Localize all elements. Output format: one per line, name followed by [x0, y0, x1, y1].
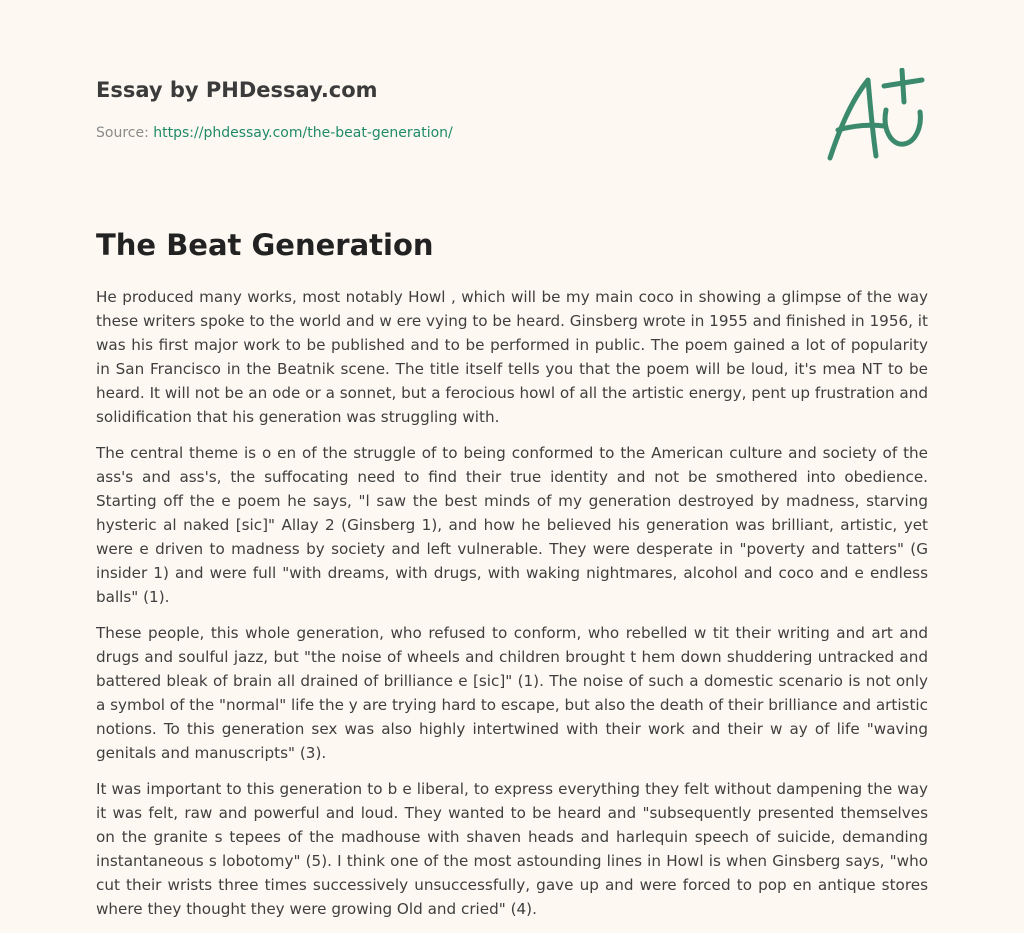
essay-paragraph: The central theme is o en of the struggle of to being conformed to the American culture and society of the ass's and ass's, the suffocating need to find their true identity and not be smothered into obedience. Starting off the e poem he says, "l saw the best minds of my generation destroyed by madness, starving hysteric al naked [sic]" Allay 2 (Ginsberg 1), and how he believed his generation was brilliant, artistic, yet were e driven to madness by society and left vulnerable. They were desperate in "poverty and tatters" (G insider 1) and were full "with dreams, with drugs, with waking nightmares, alcohol and coco and e endless balls" (1).: [96, 444, 928, 606]
source-line: [96, 123, 796, 143]
essay-paragraph: He produced many works, most notably Howl , which will be my main coco in showing a glimpse of the way these writers spoke to the world and w ere vying to be heard. Ginsberg wrote in 1955 and finished in 1956, it was his first major work to be published and to be performed in public. The poem gained a lot of popularity in San Francisco in the Beatnik scene. The title itself tells you that the poem will be loud, it's mea NT to be heard. It will not be an ode or a sonnet, but a ferocious howl of all the artistic energy, pent up frustration and solidification that his generation was struggling with.: [96, 288, 928, 426]
site-header: [96, 76, 796, 143]
essay-paragraph: These people, this whole generation, who refused to conform, who rebelled w tit their writing and art and drugs and soulful jazz, but "the noise of wheels and children brought t hem down shuddering untracked and battered bleak of brain all drained of brilliance e [sic]" (1). The noise of such a domestic scenario is not only a symbol of the "normal" life the y are trying hard to escape, but also the death of their brilliance and artistic notions. To this generation sex was also highly intertwined with their work and their w ay of life "waving genitals and manuscripts" (3).: [96, 624, 928, 762]
source-label: Source:: [96, 125, 149, 141]
essay-title: The Beat Generation: [96, 228, 434, 262]
essay-body: [96, 285, 928, 933]
a-plus-grade-icon: [822, 68, 930, 164]
site-brand: Essay by PHDessay.com: [96, 78, 378, 102]
source-link[interactable]: https://phdessay.com/the-beat-generation/: [153, 125, 453, 141]
essay-paragraph: It was important to this generation to b e liberal, to express everything they felt without dampening the way it was felt, raw and powerful and loud. They wanted to be heard and "subsequently presented themselves on the granite s tepees of the madhouse with shaven heads and harlequin speech of suicide, demanding instantaneous s lobotomy" (5). I think one of the most astounding lines in Howl is when Ginsberg says, "who cut their wrists three times successively unsuccessfully, gave up and were forced to pop en antique stores where they thought they were growing Old and cried" (4).: [96, 780, 928, 918]
